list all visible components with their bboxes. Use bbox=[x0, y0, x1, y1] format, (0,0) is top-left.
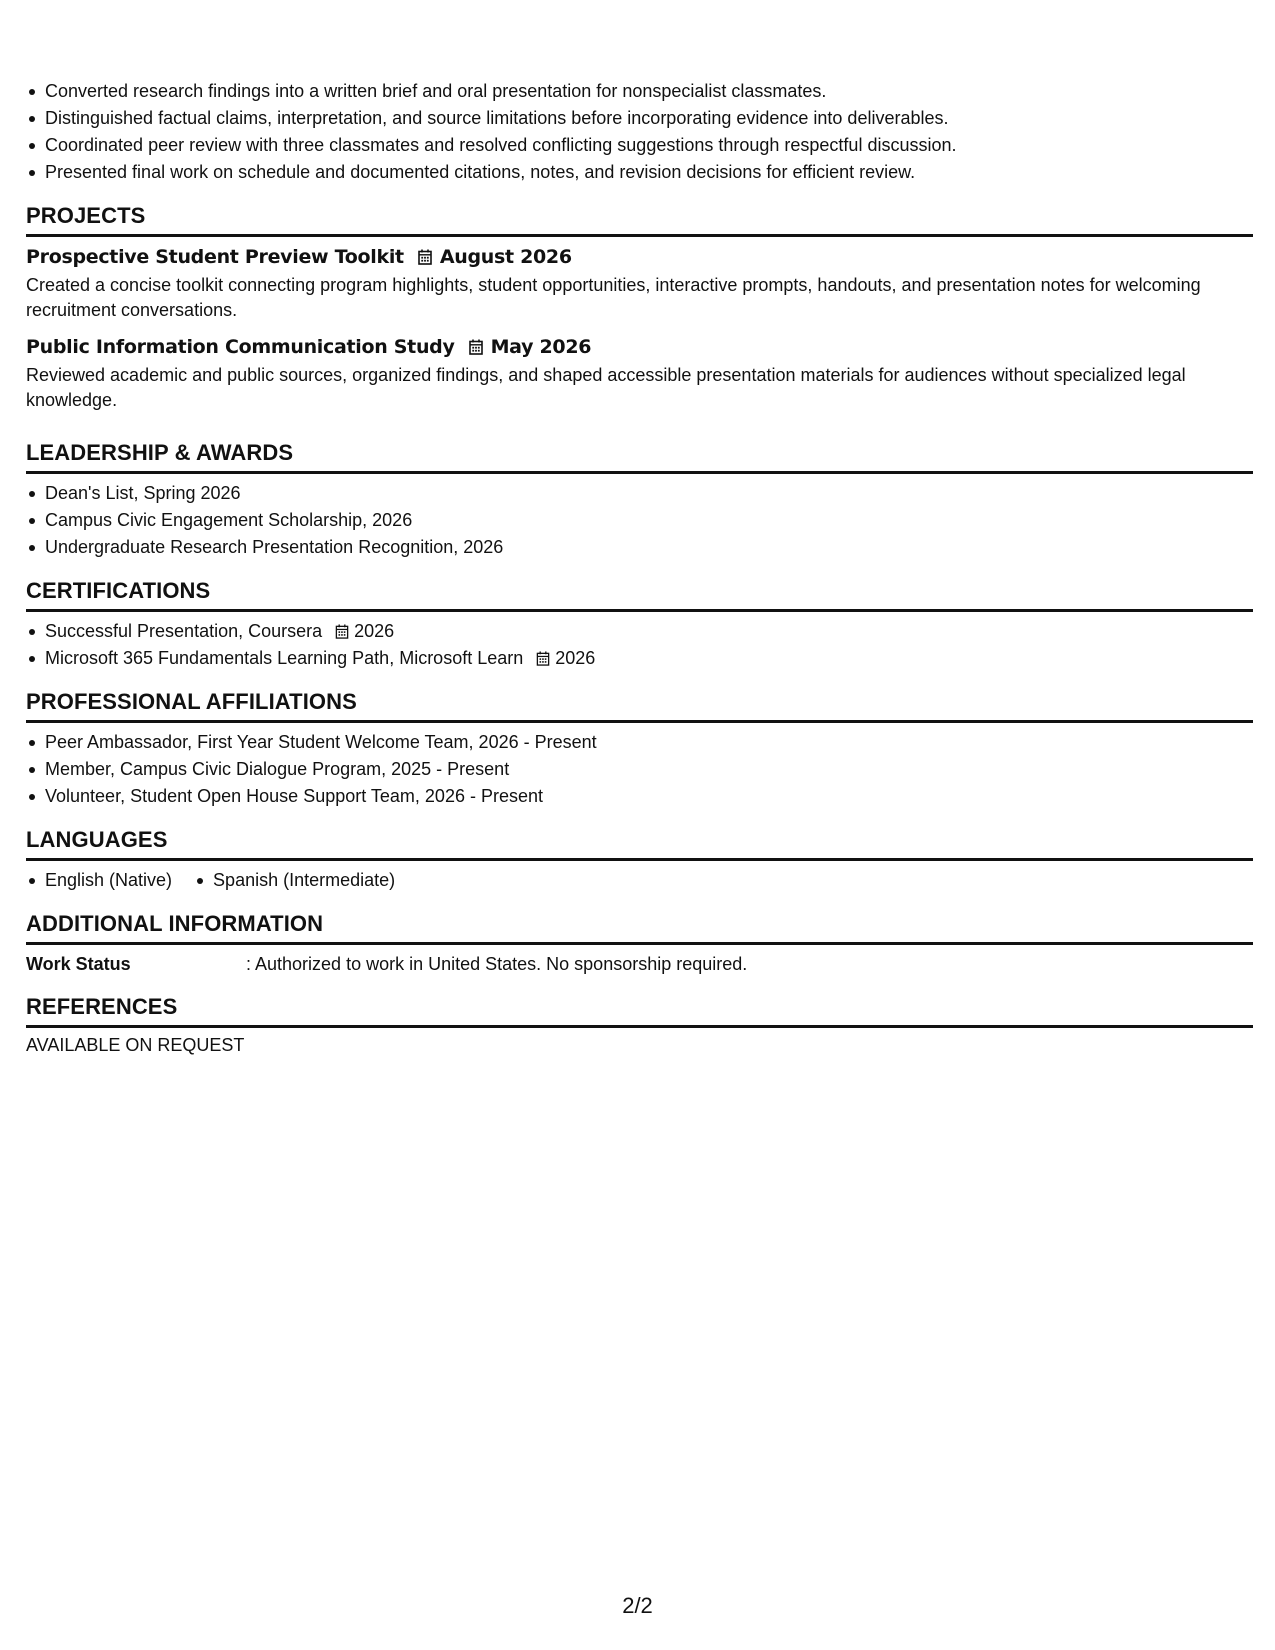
languages-heading: LANGUAGES bbox=[26, 810, 1253, 861]
certifications-section bbox=[26, 561, 1253, 672]
certification-year: 2026 bbox=[354, 621, 395, 641]
certification-name: Successful Presentation, Coursera bbox=[45, 621, 323, 641]
calendar-icon bbox=[418, 249, 432, 265]
leadership-heading: LEADERSHIP & AWARDS bbox=[26, 423, 1253, 474]
certification-year: 2026 bbox=[555, 648, 596, 668]
project-name: Prospective Student Preview Toolkit bbox=[26, 246, 404, 268]
certification-name: Microsoft 365 Fundamentals Learning Path, Microsoft Learn bbox=[45, 648, 524, 668]
experience-bullet: Coordinated peer review with three classmates and resolved conflicting suggestions through respectful discussion. bbox=[26, 132, 1253, 159]
leadership-list bbox=[26, 480, 1253, 561]
experience-bullet: Presented final work on schedule and documented citations, notes, and revision decisions for efficient review. bbox=[26, 159, 1253, 186]
work-status-row bbox=[26, 951, 1253, 977]
project-date: May 2026 bbox=[490, 336, 592, 358]
list-item: Campus Civic Engagement Scholarship, 2026 bbox=[26, 507, 1253, 534]
projects-section bbox=[26, 186, 1253, 413]
project-name: Public Information Communication Study bbox=[26, 336, 455, 358]
list-item bbox=[26, 645, 1253, 672]
projects-heading: PROJECTS bbox=[26, 186, 1253, 237]
experience-bullets bbox=[26, 78, 1253, 186]
list-item: Member, Campus Civic Dialogue Program, 2025 - Present bbox=[26, 756, 1253, 783]
list-item: Volunteer, Student Open House Support Team, 2026 - Present bbox=[26, 783, 1253, 810]
affiliations-heading: PROFESSIONAL AFFILIATIONS bbox=[26, 672, 1253, 723]
list-item: Undergraduate Research Presentation Recognition, 2026 bbox=[26, 534, 1253, 561]
list-item: Peer Ambassador, First Year Student Welcome Team, 2026 - Present bbox=[26, 729, 1253, 756]
calendar-icon bbox=[469, 339, 483, 355]
references-heading: REFERENCES bbox=[26, 977, 1253, 1028]
languages-list bbox=[26, 867, 1253, 894]
project-item bbox=[26, 243, 1253, 323]
work-status-label: Work Status bbox=[26, 954, 131, 974]
additional-heading: ADDITIONAL INFORMATION bbox=[26, 894, 1253, 945]
affiliations-section bbox=[26, 672, 1253, 810]
additional-section bbox=[26, 894, 1253, 977]
calendar-icon bbox=[536, 651, 550, 666]
experience-bullet: Converted research findings into a written brief and oral presentation for nonspecialist classmates. bbox=[26, 78, 1253, 105]
affiliations-list bbox=[26, 729, 1253, 810]
leadership-section bbox=[26, 423, 1253, 561]
list-item: Spanish (Intermediate) bbox=[194, 867, 395, 894]
languages-section bbox=[26, 810, 1253, 894]
list-item: Dean's List, Spring 2026 bbox=[26, 480, 1253, 507]
certifications-heading: CERTIFICATIONS bbox=[26, 561, 1253, 612]
calendar-icon bbox=[335, 624, 349, 639]
resume-page bbox=[26, 78, 1253, 1058]
experience-bullet: Distinguished factual claims, interpretation, and source limitations before incorporating evidence into deliverables. bbox=[26, 105, 1253, 132]
project-item bbox=[26, 333, 1253, 413]
page-number: 2/2 bbox=[622, 1593, 653, 1618]
references-section bbox=[26, 977, 1253, 1058]
list-item: English (Native) bbox=[26, 867, 172, 894]
project-description: Created a concise toolkit connecting program highlights, student opportunities, interactive prompts, handouts, and presentation notes for welcoming recruitment conversations. bbox=[26, 275, 1201, 320]
list-item bbox=[26, 618, 1253, 645]
project-date: August 2026 bbox=[439, 246, 572, 268]
project-description: Reviewed academic and public sources, organized findings, and shaped accessible presentation materials for audiences without specialized legal knowledge. bbox=[26, 365, 1186, 410]
certifications-list bbox=[26, 618, 1253, 672]
work-status-value: : Authorized to work in United States. No sponsorship required. bbox=[246, 954, 748, 974]
references-text: AVAILABLE ON REQUEST bbox=[26, 1035, 245, 1055]
